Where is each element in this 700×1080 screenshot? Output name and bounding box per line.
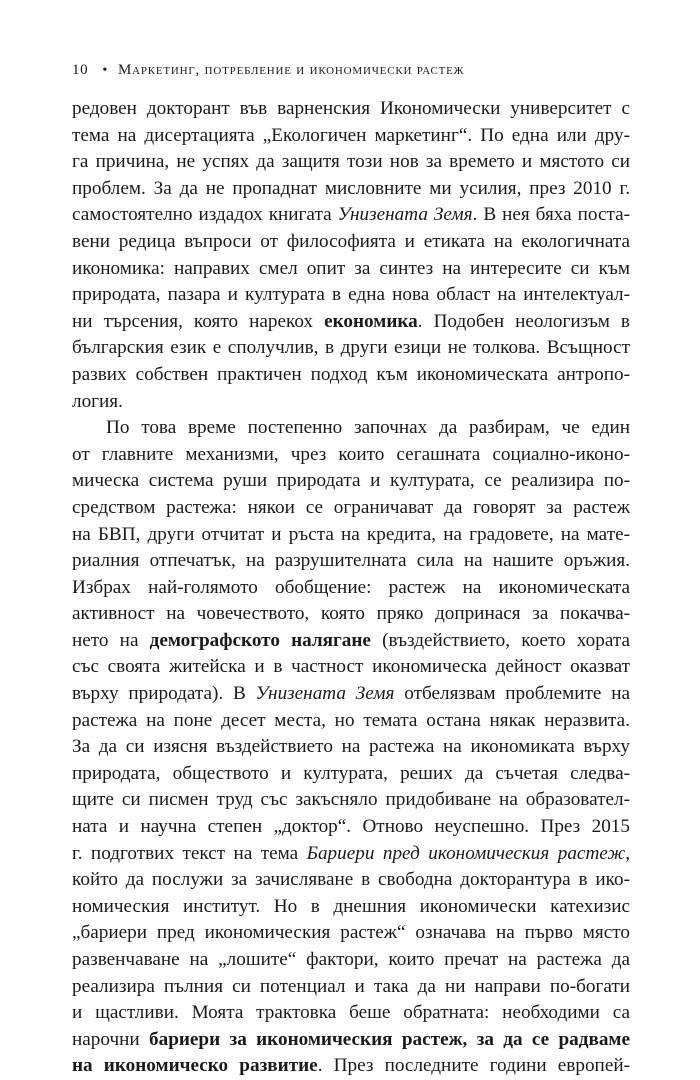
text-line [72,974,630,1001]
text-run: реализира пълния си потенциал и така да ни направи по-богати [72,975,630,997]
text-line [72,548,630,575]
text-line [72,229,630,256]
text-line [72,123,630,150]
text-line [72,282,630,309]
text-run: га причина, не успях да защитя този нов за времето и мястото си [72,151,630,173]
text-run: със своята житейска и в частност икономическа дейност оказват [72,656,630,678]
text-line [72,176,630,203]
text-run: По това време постепенно започнах да разбирам, че един [106,417,630,439]
text-run: развенчаване на „лошите“ фактори, които пречат на растежа да [72,949,630,970]
text-line [72,1000,630,1027]
text-run: и щастливи. Моята трактовка беше обратната: необходими са [72,1002,630,1024]
text-line [72,708,630,735]
text-run: българския език е сполучлив, в други езици не толкова. Всъщност [72,337,630,359]
text-run: активност на човечеството, която пряко допринася за покачва- [72,603,630,625]
text-line [72,867,630,894]
text-line [72,495,630,522]
text-run: щите си писмен труд със закъсняло придобиване на образовател- [72,789,630,811]
text-line [72,415,630,442]
text-run: „бариери пред икономическия растеж“ означава на първо място [72,922,630,944]
italic-text: Унизената Земя [337,204,473,226]
text-run: самостоятелно издадох книгата [72,204,338,226]
text-line [72,309,630,336]
text-line [72,601,630,628]
text-run: тема на дисертацията „Екологичен маркетинг“. По една или дру- [72,124,630,146]
text-run: проблем. За да не пропаднат мисловните ми усилия, през 2010 г. [72,177,630,199]
text-line [72,947,630,974]
text-line [72,202,630,229]
text-run: номическия институт. Но в днешния икономически катехизис [72,895,630,917]
text-line [72,575,630,602]
text-run: . Подобен неологизъм в [417,310,630,332]
text-line [72,920,630,947]
text-run: логия. [72,390,123,412]
text-run: ни търсения, която нарекох [72,310,325,332]
running-head [72,62,464,79]
bold-text: бариери за икономическия растеж, за да се радваме [149,1028,630,1050]
text-run: редовен докторант във варненския Икономически университет с [72,98,630,119]
page-number: 10 [72,62,89,78]
text-line [72,681,630,708]
text-run: мическа система руши природата и културата, се реализира по- [72,470,630,492]
text-run: (въздействието, което хората [370,629,630,651]
text-line [72,335,630,362]
text-line [72,442,630,469]
text-line [72,894,630,921]
text-run: Избрах най-голямото обобщение: растеж на икономическата [72,576,630,598]
body-text [72,96,630,1080]
text-run: вени редица въпроси от философията и етиката на екологичната [72,230,630,252]
text-line [72,787,630,814]
text-run: За да си изясня въздействието на растежа на икономиката върху [72,736,630,758]
text-line [72,628,630,655]
header-separator: • [102,63,108,78]
text-line [72,734,630,761]
text-line [72,1053,630,1080]
bold-text: демографското налягане [149,629,371,651]
text-run: . В нея бяха поста- [472,204,630,226]
text-line [72,256,630,283]
italic-text: Унизената Земя [255,683,395,705]
text-run: на БВП, други отчитат и ръста на кредита, на градовете, на мате- [72,523,630,545]
bold-text: економика [324,310,418,332]
text-run: икономика: направих смел опит за синтез на интересите си към [72,257,630,279]
text-run: който да послужи за зачисляване в свободна докторантура в ико- [72,869,630,891]
text-run: природата, пазара и културата в една нова област на интелектуал- [72,284,630,306]
text-line [72,814,630,841]
text-line [72,149,630,176]
text-run: ната и научна степен „доктор“. Отново неуспешно. През 2015 [72,816,630,838]
bold-text: на икономическо развитие [72,1055,318,1077]
text-line [72,468,630,495]
text-run: средством растежа: някои се ограничават да говорят за растеж [72,496,630,518]
text-run: нарочни [72,1028,149,1050]
text-run: риалния отпечатък, на разрушителната сила на нашите оръжия. [72,550,630,572]
running-title: Маркетинг, потребление и икономически растеж [117,62,465,78]
text-run: отбелязвам проблемите на [394,683,630,705]
text-line [72,761,630,788]
text-line [72,841,630,868]
text-run: върху природата). В [72,683,256,705]
text-run: растежа на поне десет места, но темата остана някак неразвита. [72,709,630,731]
text-run: природата, обществото и културата, реших да съчетая следва- [72,762,630,784]
text-run: от главните механизми, чрез които сегашната социално-иконо- [72,443,630,465]
text-line [72,1027,630,1054]
text-line [72,389,630,416]
text-line [72,522,630,549]
italic-text: Бариери пред икономическия растеж [306,842,626,864]
text-run: , [625,842,630,864]
text-run: нето на [72,629,150,651]
text-run: . През последните години европей- [317,1055,630,1077]
text-run: развих собствен практичен подход към икономическата антропо- [72,363,630,385]
text-line [72,362,630,389]
text-run: г. подготвих текст на тема [72,842,307,864]
text-line [72,96,630,123]
text-line [72,654,630,681]
